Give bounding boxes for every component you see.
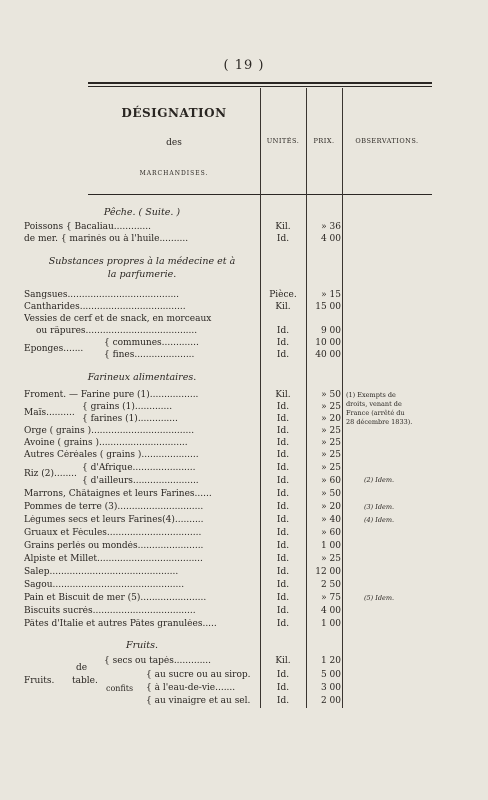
row-price: 4 00 <box>320 234 341 244</box>
row-unit: Id. <box>276 670 290 680</box>
row-name: Vessies de cerf et de snack, en morceaux <box>24 314 212 324</box>
group-label-riz: Riz (2)........ <box>24 469 77 479</box>
section-substances-line2: la parfumerie. <box>107 269 177 280</box>
row-name: Gruaux et Fécules................................. <box>24 528 202 538</box>
row-name: Marrons, Châtaignes et leurs Farines...... <box>24 489 212 499</box>
row-name: { à l'eau-de-vie....... <box>146 683 236 693</box>
row-name: ou râpures....................................... <box>36 326 198 336</box>
row-price: 40 00 <box>315 350 341 360</box>
row-price: » 60 <box>321 528 341 538</box>
row-price: 1 00 <box>320 541 341 551</box>
row-price: » 60 <box>321 476 341 486</box>
observation-note-4: (4) Idem. <box>364 516 395 524</box>
row-unit: Id. <box>276 414 290 424</box>
row-unit: Id. <box>276 463 290 473</box>
row-unit: Kil. <box>275 222 291 232</box>
row-unit: Id. <box>276 438 290 448</box>
top-rule <box>88 82 432 84</box>
row-name: Salep............................................. <box>24 567 179 577</box>
row-price: » 25 <box>321 450 341 460</box>
row-price: » 36 <box>321 222 341 232</box>
row-name: Biscuits sucrés.................................... <box>24 606 196 616</box>
row-price: » 20 <box>321 502 341 512</box>
table-row <box>24 554 434 565</box>
table-row <box>24 541 434 552</box>
table-row <box>24 302 434 313</box>
section-substances-line1: Substances propres à la médecine et à <box>48 256 236 267</box>
page-number: ( 19 ) <box>223 58 265 73</box>
group-label-de: de <box>76 663 88 673</box>
observation-note-1c: France (arrêté du <box>346 409 405 417</box>
row-price: 5 00 <box>320 670 341 680</box>
row-unit: Id. <box>276 541 290 551</box>
row-unit: Id. <box>276 567 290 577</box>
row-price: » 25 <box>321 438 341 448</box>
header-unites: UNITÉS. <box>266 137 300 145</box>
row-name: { grains (1)............. <box>82 402 173 412</box>
table-row <box>24 426 434 437</box>
row-name: { d'Afrique...................... <box>82 463 196 473</box>
row-unit: Pièce. <box>269 290 297 300</box>
row-price: » 50 <box>321 489 341 499</box>
row-unit: Kil. <box>275 656 291 666</box>
table-row <box>24 606 434 617</box>
observation-note-5: (5) Idem. <box>364 594 395 602</box>
header-observations: OBSERVATIONS. <box>355 137 419 145</box>
row-unit: Id. <box>276 683 290 693</box>
row-name: Autres Céréales ( grains ).................... <box>24 450 199 460</box>
row-name: Pâtes d'Italie et autres Pâtes granulées..... <box>24 619 217 629</box>
row-price: 15 00 <box>315 302 341 312</box>
table-row <box>24 528 434 539</box>
row-price: 1 20 <box>320 656 341 666</box>
row-group-label <box>106 683 146 694</box>
row-unit: Id. <box>276 515 290 525</box>
row-unit: Id. <box>276 489 290 499</box>
row-name: { secs ou tapés............. <box>104 656 212 666</box>
observation-note-3: (3) Idem. <box>364 503 395 511</box>
row-unit: Id. <box>276 696 290 706</box>
section-fruits: Fruits. <box>125 640 158 651</box>
row-unit: Id. <box>276 502 290 512</box>
table-row <box>24 450 434 461</box>
table-row <box>24 350 434 361</box>
table-row <box>24 489 434 500</box>
row-name: Poissons { Bacaliau............. <box>24 222 152 232</box>
row-price: 2 00 <box>320 696 341 706</box>
row-name: Alpiste et Millet..................................... <box>24 554 203 564</box>
row-unit: Id. <box>276 528 290 538</box>
group-label-table: table. <box>72 676 98 686</box>
row-unit: Id. <box>276 619 290 629</box>
row-price: » 20 <box>321 414 341 424</box>
row-name: Pommes de terre (3).............................. <box>24 502 204 512</box>
group-label-eponges: Éponges....... <box>24 344 84 354</box>
row-unit: Kil. <box>275 390 291 400</box>
top-rule-thin <box>88 86 432 87</box>
row-unit: Id. <box>276 326 290 336</box>
row-price: 9 00 <box>320 326 341 336</box>
row-name: de mer. { marinés ou à l'huile.......... <box>24 234 189 244</box>
section-peche: Pêche. ( Suite. ) <box>103 207 181 218</box>
row-unit: Kil. <box>275 302 291 312</box>
table-row <box>24 326 434 337</box>
observation-note-1d: 28 décembre 1833). <box>346 418 413 426</box>
group-label-confits: confits <box>106 684 134 693</box>
row-price: » 25 <box>321 463 341 473</box>
table-row <box>24 438 434 449</box>
row-name: { au sucre ou au sirop. <box>146 670 251 680</box>
table-row <box>24 619 434 630</box>
row-unit: Id. <box>276 606 290 616</box>
table-row <box>24 683 434 694</box>
table-row <box>24 290 434 301</box>
row-price: » 75 <box>321 593 341 603</box>
row-unit: Id. <box>276 476 290 486</box>
row-unit: Id. <box>276 234 290 244</box>
row-unit: Id. <box>276 554 290 564</box>
row-name: Avoine ( grains )............................... <box>24 438 188 448</box>
row-unit: Id. <box>276 338 290 348</box>
row-unit: Id. <box>276 350 290 360</box>
row-price: 1 00 <box>320 619 341 629</box>
row-name: { communes............. <box>104 338 199 348</box>
header-designation: DÉSIGNATION <box>121 106 227 120</box>
row-name: { au vinaigre et au sel. <box>146 696 251 706</box>
table-row <box>24 463 434 474</box>
table-row <box>24 234 434 245</box>
row-price: 10 00 <box>315 338 341 348</box>
header-marchandises: MARCHANDISES. <box>139 170 209 177</box>
row-price: » 25 <box>321 402 341 412</box>
table-row <box>24 222 434 233</box>
row-price: » 50 <box>321 390 341 400</box>
table-row <box>24 580 434 591</box>
row-name: Orge ( grains ).................................... <box>24 426 195 436</box>
table-row <box>24 314 434 325</box>
row-name: Froment. — Farine pure (1)................. <box>24 390 199 400</box>
header-des: des <box>166 138 182 148</box>
table-row <box>24 696 434 707</box>
table-row <box>24 567 434 578</box>
row-name: Sagou.............................................. <box>24 580 185 590</box>
group-label-mais: Maïs.......... <box>24 408 75 418</box>
row-price: 3 00 <box>320 683 341 693</box>
observation-note-1b: droits, venant de <box>346 400 402 408</box>
row-name: { fines..................... <box>104 350 195 360</box>
row-name: { d'ailleurs....................... <box>82 476 199 486</box>
row-price: » 40 <box>321 515 341 525</box>
row-name: Grains perlés ou mondés....................... <box>24 541 204 551</box>
row-name: Pain et Biscuit de mer (5)....................... <box>24 593 207 603</box>
observation-note-2: (2) Idem. <box>364 476 395 484</box>
row-price: 2 50 <box>320 580 341 590</box>
row-name: Sangsues....................................... <box>24 290 180 300</box>
header-prix: PRIX. <box>313 137 335 145</box>
row-unit: Id. <box>276 580 290 590</box>
row-name: Légumes secs et leurs Farines(4).......... <box>24 515 204 525</box>
row-unit: Id. <box>276 426 290 436</box>
row-price: 12 00 <box>315 567 341 577</box>
row-name: { farines (1).............. <box>82 414 178 424</box>
row-unit: Id. <box>276 450 290 460</box>
row-price: » 25 <box>321 426 341 436</box>
row-unit: Id. <box>276 402 290 412</box>
section-farineux: Farineux alimentaires. <box>87 372 197 383</box>
row-price: 4 00 <box>320 606 341 616</box>
row-name: Cantharides..................................... <box>24 302 186 312</box>
observation-note-1a: (1) Exempts de <box>346 391 396 399</box>
row-price: » 15 <box>321 290 341 300</box>
row-price: » 25 <box>321 554 341 564</box>
row-unit: Id. <box>276 593 290 603</box>
group-label-fruits: Fruits. <box>24 676 55 686</box>
